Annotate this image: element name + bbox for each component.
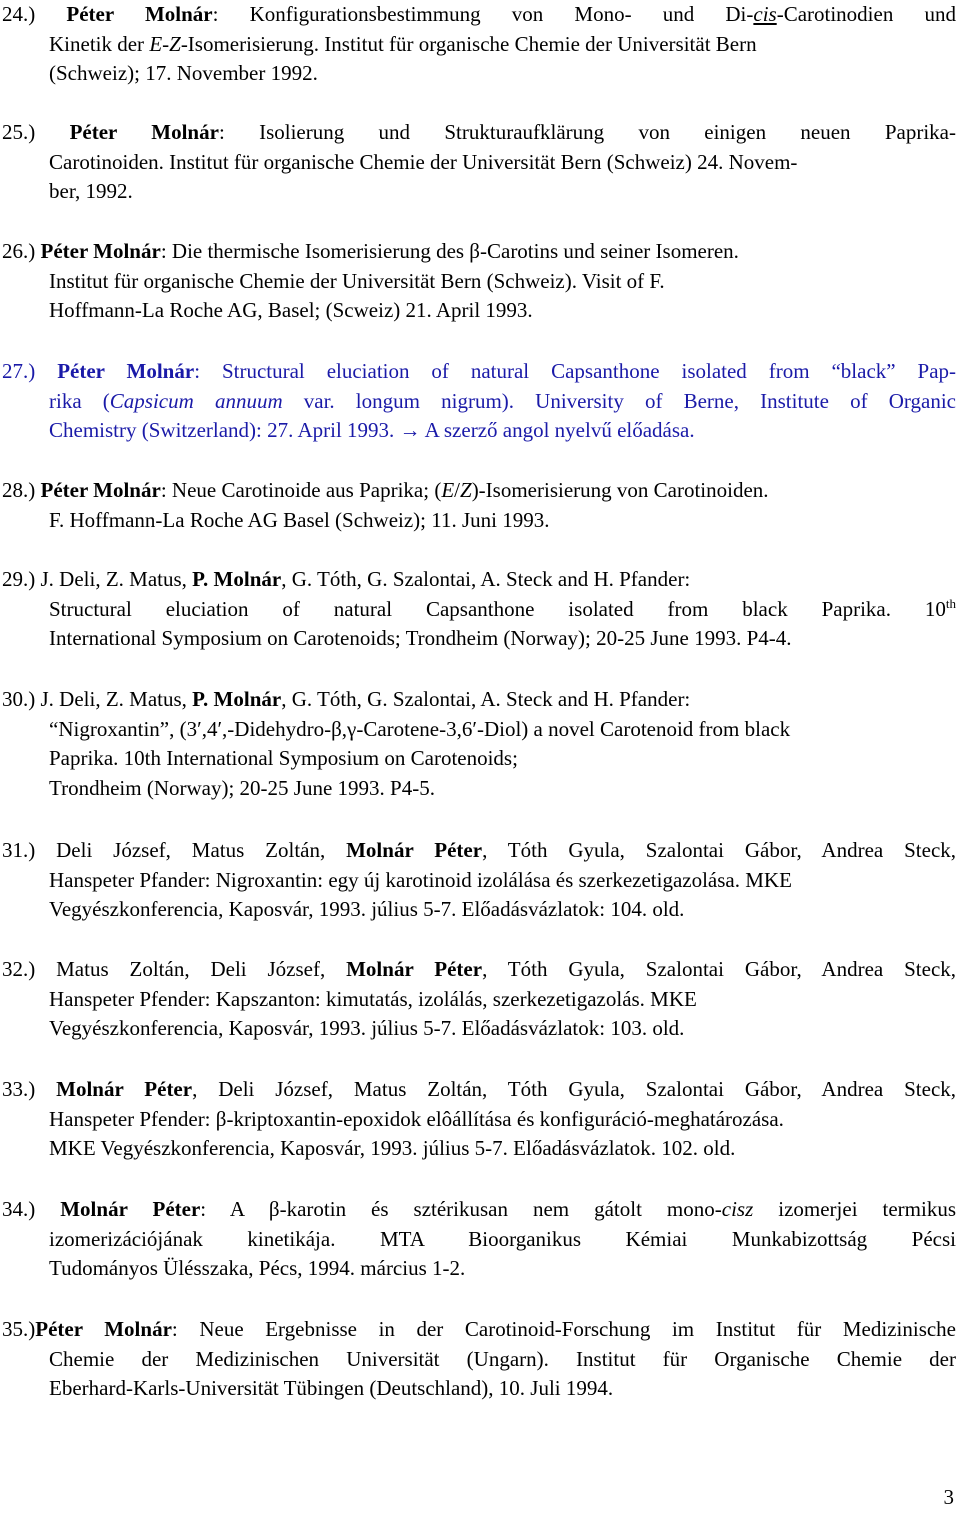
entry-number: 34.)	[2, 1197, 36, 1221]
author-name: Péter Molnár	[66, 2, 213, 26]
author-name: Péter Molnár	[57, 359, 195, 383]
publication-entry-29	[2, 565, 956, 654]
entry-line: 32.) Matus Zoltán, Deli József, Molnár Péter, Tóth Gyula, Szalontai Gábor, Andrea Steck,	[2, 957, 957, 981]
entry-line: Eberhard-Karls-Universität Tübingen (Deutschland), 10. Juli 1994.	[49, 1376, 614, 1401]
entry-line: (Schweiz); 17. November 1992.	[49, 61, 318, 86]
entry-line: ber, 1992.	[49, 179, 133, 204]
publication-entry-31	[2, 836, 956, 925]
author-name: Molnár Péter	[346, 838, 483, 862]
entry-line: Structural eluciation of natural Capsanthone isolated from black Paprika. 10th	[49, 595, 956, 621]
entry-number: 32.)	[2, 957, 36, 981]
entry-number: 30.)	[2, 687, 36, 711]
publication-entry-25	[2, 118, 956, 207]
author-name: Molnár Péter	[56, 1077, 193, 1101]
entry-number: 29.)	[2, 567, 36, 591]
entry-line: International Symposium on Carotenoids; Trondheim (Norway); 20-25 June 1993. P4-4.	[49, 626, 792, 651]
entry-line: 30.) J. Deli, Z. Matus, P. Molnár, G. Tóth, G. Szalontai, A. Steck and H. Pfander:	[2, 687, 691, 711]
entry-line: Trondheim (Norway); 20-25 June 1993. P4-5.	[49, 776, 435, 801]
entry-line: 26.) Péter Molnár: Die thermische Isomerisierung des β-Carotins und seiner Isomeren.	[2, 239, 739, 263]
author-name: P. Molnár	[192, 567, 282, 591]
entry-line: F. Hoffmann-La Roche AG Basel (Schweiz); 11. Juni 1993.	[49, 507, 550, 532]
publication-entry-33	[2, 1075, 956, 1164]
entry-number: 27.)	[2, 359, 36, 383]
entry-line: 34.) Molnár Péter: A β-karotin és sztérikusan nem gátolt mono-cisz izomerjei termikus	[2, 1197, 956, 1221]
entry-number: 28.)	[2, 478, 36, 502]
entry-line: 25.) Péter Molnár: Isolierung und Strukturaufklärung von einigen neuen Paprika-	[2, 120, 956, 144]
entry-line: Kinetik der E-Z-Isomerisierung. Institut für organische Chemie der Universität Bern	[49, 31, 757, 56]
entry-number: 35.)	[2, 1317, 36, 1341]
entry-line: MKE Vegyészkonferencia, Kaposvár, 1993. július 5-7. Előadásvázlatok. 102. old.	[49, 1136, 736, 1161]
entry-line: Chemie der Medizinischen Universität (Ungarn). Institut für Organische Chemie der	[49, 1346, 956, 1371]
entry-line: 35.)Péter Molnár: Neue Ergebnisse in der Carotinoid-Forschung im Institut für Medizinische	[2, 1317, 957, 1341]
entry-line: 31.) Deli József, Matus Zoltán, Molnár Péter, Tóth Gyula, Szalontai Gábor, Andrea Steck,	[2, 838, 957, 862]
entry-line: 24.) Péter Molnár: Konfigurationsbestimmung von Mono- und Di-cis-Carotinodien und	[2, 2, 956, 26]
entry-line: Tudományos Ülésszaka, Pécs, 1994. március 1-2.	[49, 1256, 466, 1281]
entry-line: Vegyészkonferencia, Kaposvár, 1993. július 5-7. Előadásvázlatok: 103. old.	[49, 1016, 685, 1041]
publication-entry-26	[2, 237, 956, 326]
entry-line: Paprika. 10th International Symposium on Carotenoids;	[49, 746, 518, 771]
entry-line: 29.) J. Deli, Z. Matus, P. Molnár, G. Tóth, G. Szalontai, A. Steck and H. Pfander:	[2, 567, 691, 591]
entry-line: Institut für organische Chemie der Universität Bern (Schweiz). Visit of F.	[49, 268, 665, 293]
publication-entry-32	[2, 955, 956, 1044]
entry-number: 24.)	[2, 2, 36, 26]
author-name: Péter Molnár	[35, 1317, 172, 1341]
author-name: Péter Molnár	[40, 239, 161, 263]
page-number: 3	[943, 1485, 954, 1509]
publication-entry-34	[2, 1195, 956, 1284]
entry-number: 33.)	[2, 1077, 36, 1101]
publication-entry-35	[2, 1315, 956, 1404]
publication-entry-27	[2, 357, 956, 446]
entry-line: “Nigroxantin”, (3′,4′,-Didehydro-β,γ-Carotene-3,6′-Diol) a novel Carotenoid from black	[49, 716, 791, 741]
entry-line: 27.) Péter Molnár: Structural eluciation of natural Capsanthone isolated from “black” Pap-	[2, 359, 957, 383]
entry-line: Carotinoiden. Institut für organische Chemie der Universität Bern (Schweiz) 24. Novem-	[49, 149, 798, 174]
entry-line: Hanspeter Pfander: Nigroxantin: egy új karotinoid izolálása és szerkezetigazolása. MKE	[49, 867, 792, 892]
publication-entry-28	[2, 476, 956, 535]
author-name: Péter Molnár	[40, 478, 161, 502]
entry-line: 28.) Péter Molnár: Neue Carotinoide aus Paprika; (E/Z)-Isomerisierung von Carotinoiden.	[2, 478, 769, 502]
entry-number: 31.)	[2, 838, 36, 862]
author-name: P. Molnár	[192, 687, 282, 711]
entry-number: 26.)	[2, 239, 36, 263]
author-name: Molnár Péter	[60, 1197, 201, 1221]
entry-line: Hoffmann-La Roche AG, Basel; (Scweiz) 21. April 1993.	[49, 298, 533, 323]
entry-line: rika (Capsicum annuum var. longum nigrum). University of Berne, Institute of Organic	[49, 388, 956, 413]
entry-line: 33.) Molnár Péter, Deli József, Matus Zoltán, Tóth Gyula, Szalontai Gábor, Andrea Steck,	[2, 1077, 957, 1101]
author-name: Molnár Péter	[346, 957, 483, 981]
author-name: Péter Molnár	[69, 120, 219, 144]
entry-number: 25.)	[2, 120, 36, 144]
publication-entry-30	[2, 685, 956, 804]
entry-line: Chemistry (Switzerland): 27. April 1993. → A szerző angol nyelvű előadása.	[49, 418, 695, 443]
publication-entry-24	[2, 0, 956, 89]
entry-line: Hanspeter Pfender: β-kriptoxantin-epoxidok elôállítása és konfiguráció-meghatározása.	[49, 1106, 784, 1131]
entry-line: Vegyészkonferencia, Kaposvár, 1993. július 5-7. Előadásvázlatok: 104. old.	[49, 897, 685, 922]
entry-line: Hanspeter Pfender: Kapszanton: kimutatás, izolálás, szerkezetigazolás. MKE	[49, 986, 697, 1011]
entry-line: izomerizációjának kinetikája. MTA Bioorganikus Kémiai Munkabizottság Pécsi	[49, 1226, 956, 1251]
